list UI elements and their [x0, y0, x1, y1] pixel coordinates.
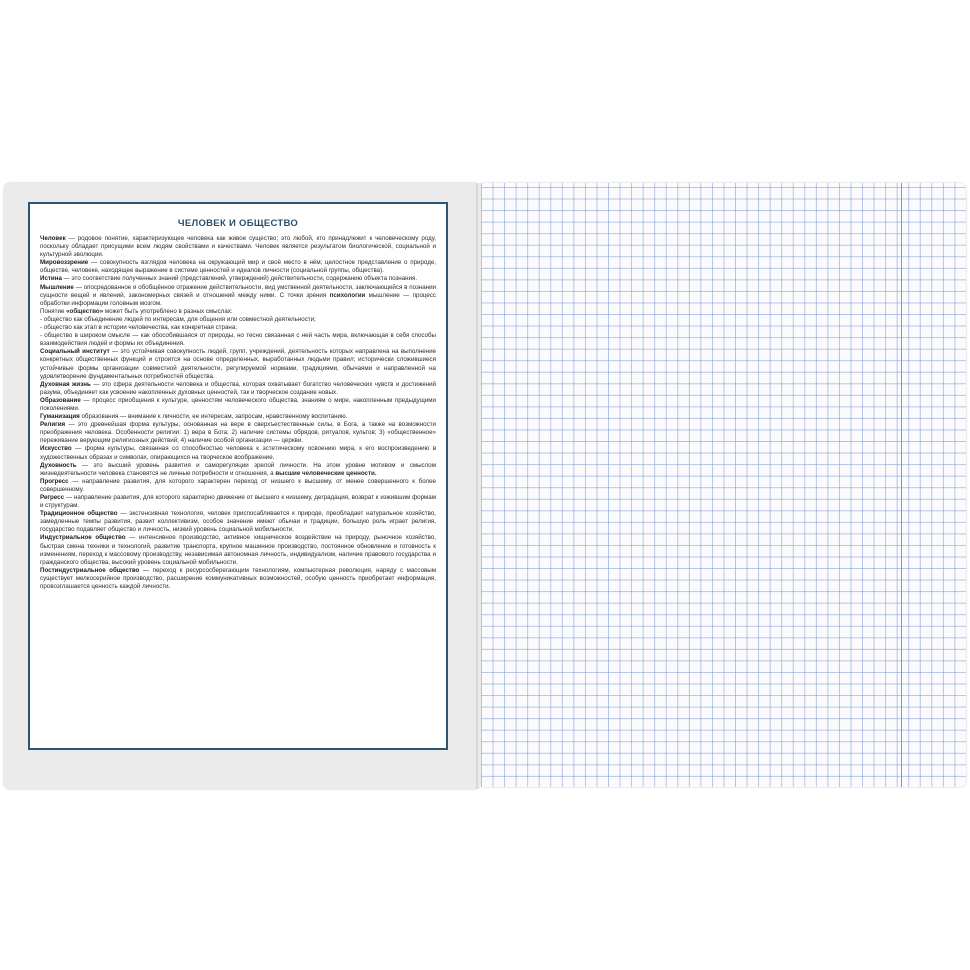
glossary-entry [40, 324, 436, 332]
glossary-entry [40, 510, 436, 534]
glossary-definition: — родовое понятие, характеризующее человека как живое существо; это любой, кто принадлежит к человеческому роду, поскольку обладает присущими всем людям свойствами и качествами. Человек является результатом биологической, социальной и культурной эволюции. [40, 235, 436, 259]
glossary-term: Искусство [40, 445, 72, 453]
glossary-entry [40, 381, 436, 397]
glossary-term: Образование [40, 396, 81, 404]
glossary-entry [40, 397, 436, 413]
glossary-term: Мировоззрение [40, 259, 89, 267]
glossary-entry [40, 494, 436, 510]
glossary-term: Индустриальное общество [40, 534, 126, 542]
glossary-term: Духовная жизнь [40, 380, 91, 388]
glossary-definition: — форма культуры, связанная со способностью человека к эстетическому освоению мира, к его воспроизведению в художественных образах и символах, опирающихся на творческое воображение. [40, 445, 436, 461]
glossary-definition: — совокупность взглядов человека на окружающий мир и своё место в нём; целостное представление о природе, обществе, человеке, находящее выражение в системе ценностей и идеалов личности (социальной группы, общества). [40, 259, 436, 275]
glossary-entry [40, 421, 436, 445]
glossary-entry [40, 316, 436, 324]
glossary-definition: — направление развития, для которого характерен переход от низшего к высшему, от менее совершенного к более совершенному. [40, 477, 436, 493]
glossary-entry [40, 275, 436, 283]
glossary-entry [40, 284, 436, 308]
glossary-entry [40, 567, 436, 591]
glossary-definition: — это сфера деятельности человека и общества, которая охватывает богатство человеческих чувств и достижений разума, объединяет как усвоение накопленных духовных ценностей, так и творческое создание новых. [40, 380, 436, 396]
glossary-entry [40, 413, 436, 421]
glossary-term: Человек [40, 235, 66, 242]
glossary-term: Традиционное общество [40, 510, 118, 518]
glossary-entry [40, 235, 436, 259]
glossary-term: Регресс [40, 494, 65, 501]
glossary-definition: образования — внимание к личности, ее интересам, запросам, нравственному воспитанию. [79, 413, 348, 421]
glossary-emphasis: высшие человеческие ценности. [275, 469, 377, 477]
glossary-term: Духовность [40, 461, 77, 469]
glossary-list [40, 235, 436, 591]
glossary-definition-continued: мышление — процесс обработки информации головным мозгом. [40, 291, 436, 307]
glossary-definition: — это древнейшая форма культуры, основанная на вере в сверхъестественные силы, в Бога, а также на возможности преображения человека. Особенности религии: 1) вера в Бога; 2) наличие системы обрядов, ритуалов, культов; 3) «общественное» переживание верующим религиозных действий; 4) наличие особой организации — церкви. [40, 421, 436, 445]
glossary-entry [40, 348, 436, 380]
glossary-entry [40, 445, 436, 461]
glossary-term: Социальный институт [40, 348, 110, 356]
glossary-definition: Понятие [40, 307, 67, 315]
glossary-definition: — процесс приобщения к культуре, ценностям человеческого общества, знаниям о мире, накопленным предыдущими поколениями. [40, 396, 436, 412]
notebook-back-cover [4, 183, 476, 789]
glossary-term: Религия [40, 421, 66, 429]
glossary-definition: — опосредованное и обобщённое отражение действительности, вид умственной деятельности, заключающейся в познании сущности вещей и явлений, закономерных связей и отношений между ними. С точки зрения [40, 283, 436, 299]
glossary-entry [40, 534, 436, 566]
glossary-entry [40, 308, 436, 316]
glossary-definition: — интенсивное производство, активное хищническое воздействие на природу, рыночное хозяйство, быстрая смена техники и технологий, развитие транспорта, крупное машинное производство, постоянное обновление и готовность к изменениям, переход к массовому производству, независимая автономная личность, индивидуализм, наличие правового государства и гражданского общества, высокий уровень социальной мобильности. [40, 534, 436, 566]
panel-title: ЧЕЛОВЕК И ОБЩЕСТВО [177, 218, 299, 229]
red-margin-line [901, 183, 902, 787]
glossary-definition: — это устойчивая совокупность людей, групп, учреждений, деятельность которых направлена на выполнение конкретных общественных функций и строится на основе определенных, выработанных людьми правил; исторически сложившиеся устойчивые формы организации совместной деятельности, регулируемой нормами, традициями, обычаями и направленной на удовлетворение фундаментальных потребностей общества. [40, 348, 436, 380]
reference-panel [28, 202, 448, 750]
glossary-definition: - общество как объединение людей по интересам, для общения или совместной деятельности; [40, 315, 316, 323]
glossary-definition: — это соответствие полученных знаний (представлений, утверждений) действительности, содержанию объекта познания. [61, 275, 418, 283]
glossary-definition: - общество в широком смысле — как обособившаяся от природы, но тесно связанная с ней часть мира, включающая в себя способы взаимодействия людей и формы их объединения. [40, 332, 436, 348]
glossary-entry [40, 478, 436, 494]
glossary-entry [40, 332, 436, 348]
grid-page [481, 183, 966, 787]
glossary-definition: - общество как этап в истории человечества, как конкретная страна; [40, 324, 237, 332]
glossary-emphasis: «общество» [66, 307, 104, 315]
glossary-definition: — экстенсивная технология, человек приспосабливается к природе, преобладает натуральное хозяйство, замедленные темпы развития, развит коллективизм, особое значение имеют обычаи и традиции, большую роль играет религия, государство подавляет общество и личность, низкий уровень социальной мобильности. [40, 510, 436, 534]
glossary-term: Прогресс [40, 477, 69, 485]
glossary-term: Истина [40, 275, 62, 283]
glossary-definition: — направление развития, для которого характерно движение от высшего к низшему, деградация, возврат к изжившим формам и структурам. [40, 494, 436, 510]
glossary-term: Мышление [40, 283, 74, 291]
glossary-definition: — это высший уровень развития и саморегуляции зрелой личности. На этом уровне мотивом и смыслом жизнедеятельности человека становятся не личные потребности и отношения, а [40, 461, 436, 477]
glossary-definition: — переход к ресурсосберегающим технологиям, компьютерная революция, наряду с массовым существует мелкосерийное производство, расширение коммуникативных возможностей, особую ценность приобретает информация, провозглашается ценность каждой личности. [40, 566, 436, 591]
glossary-emphasis: психологии [329, 291, 366, 299]
glossary-term: Постиндустриальное общество [40, 566, 140, 574]
glossary-entry [40, 259, 436, 275]
glossary-entry [40, 462, 436, 478]
glossary-term: Гуманизация [40, 413, 80, 421]
glossary-definition-continued: может быть употреблено в разных смыслах: [103, 307, 233, 315]
